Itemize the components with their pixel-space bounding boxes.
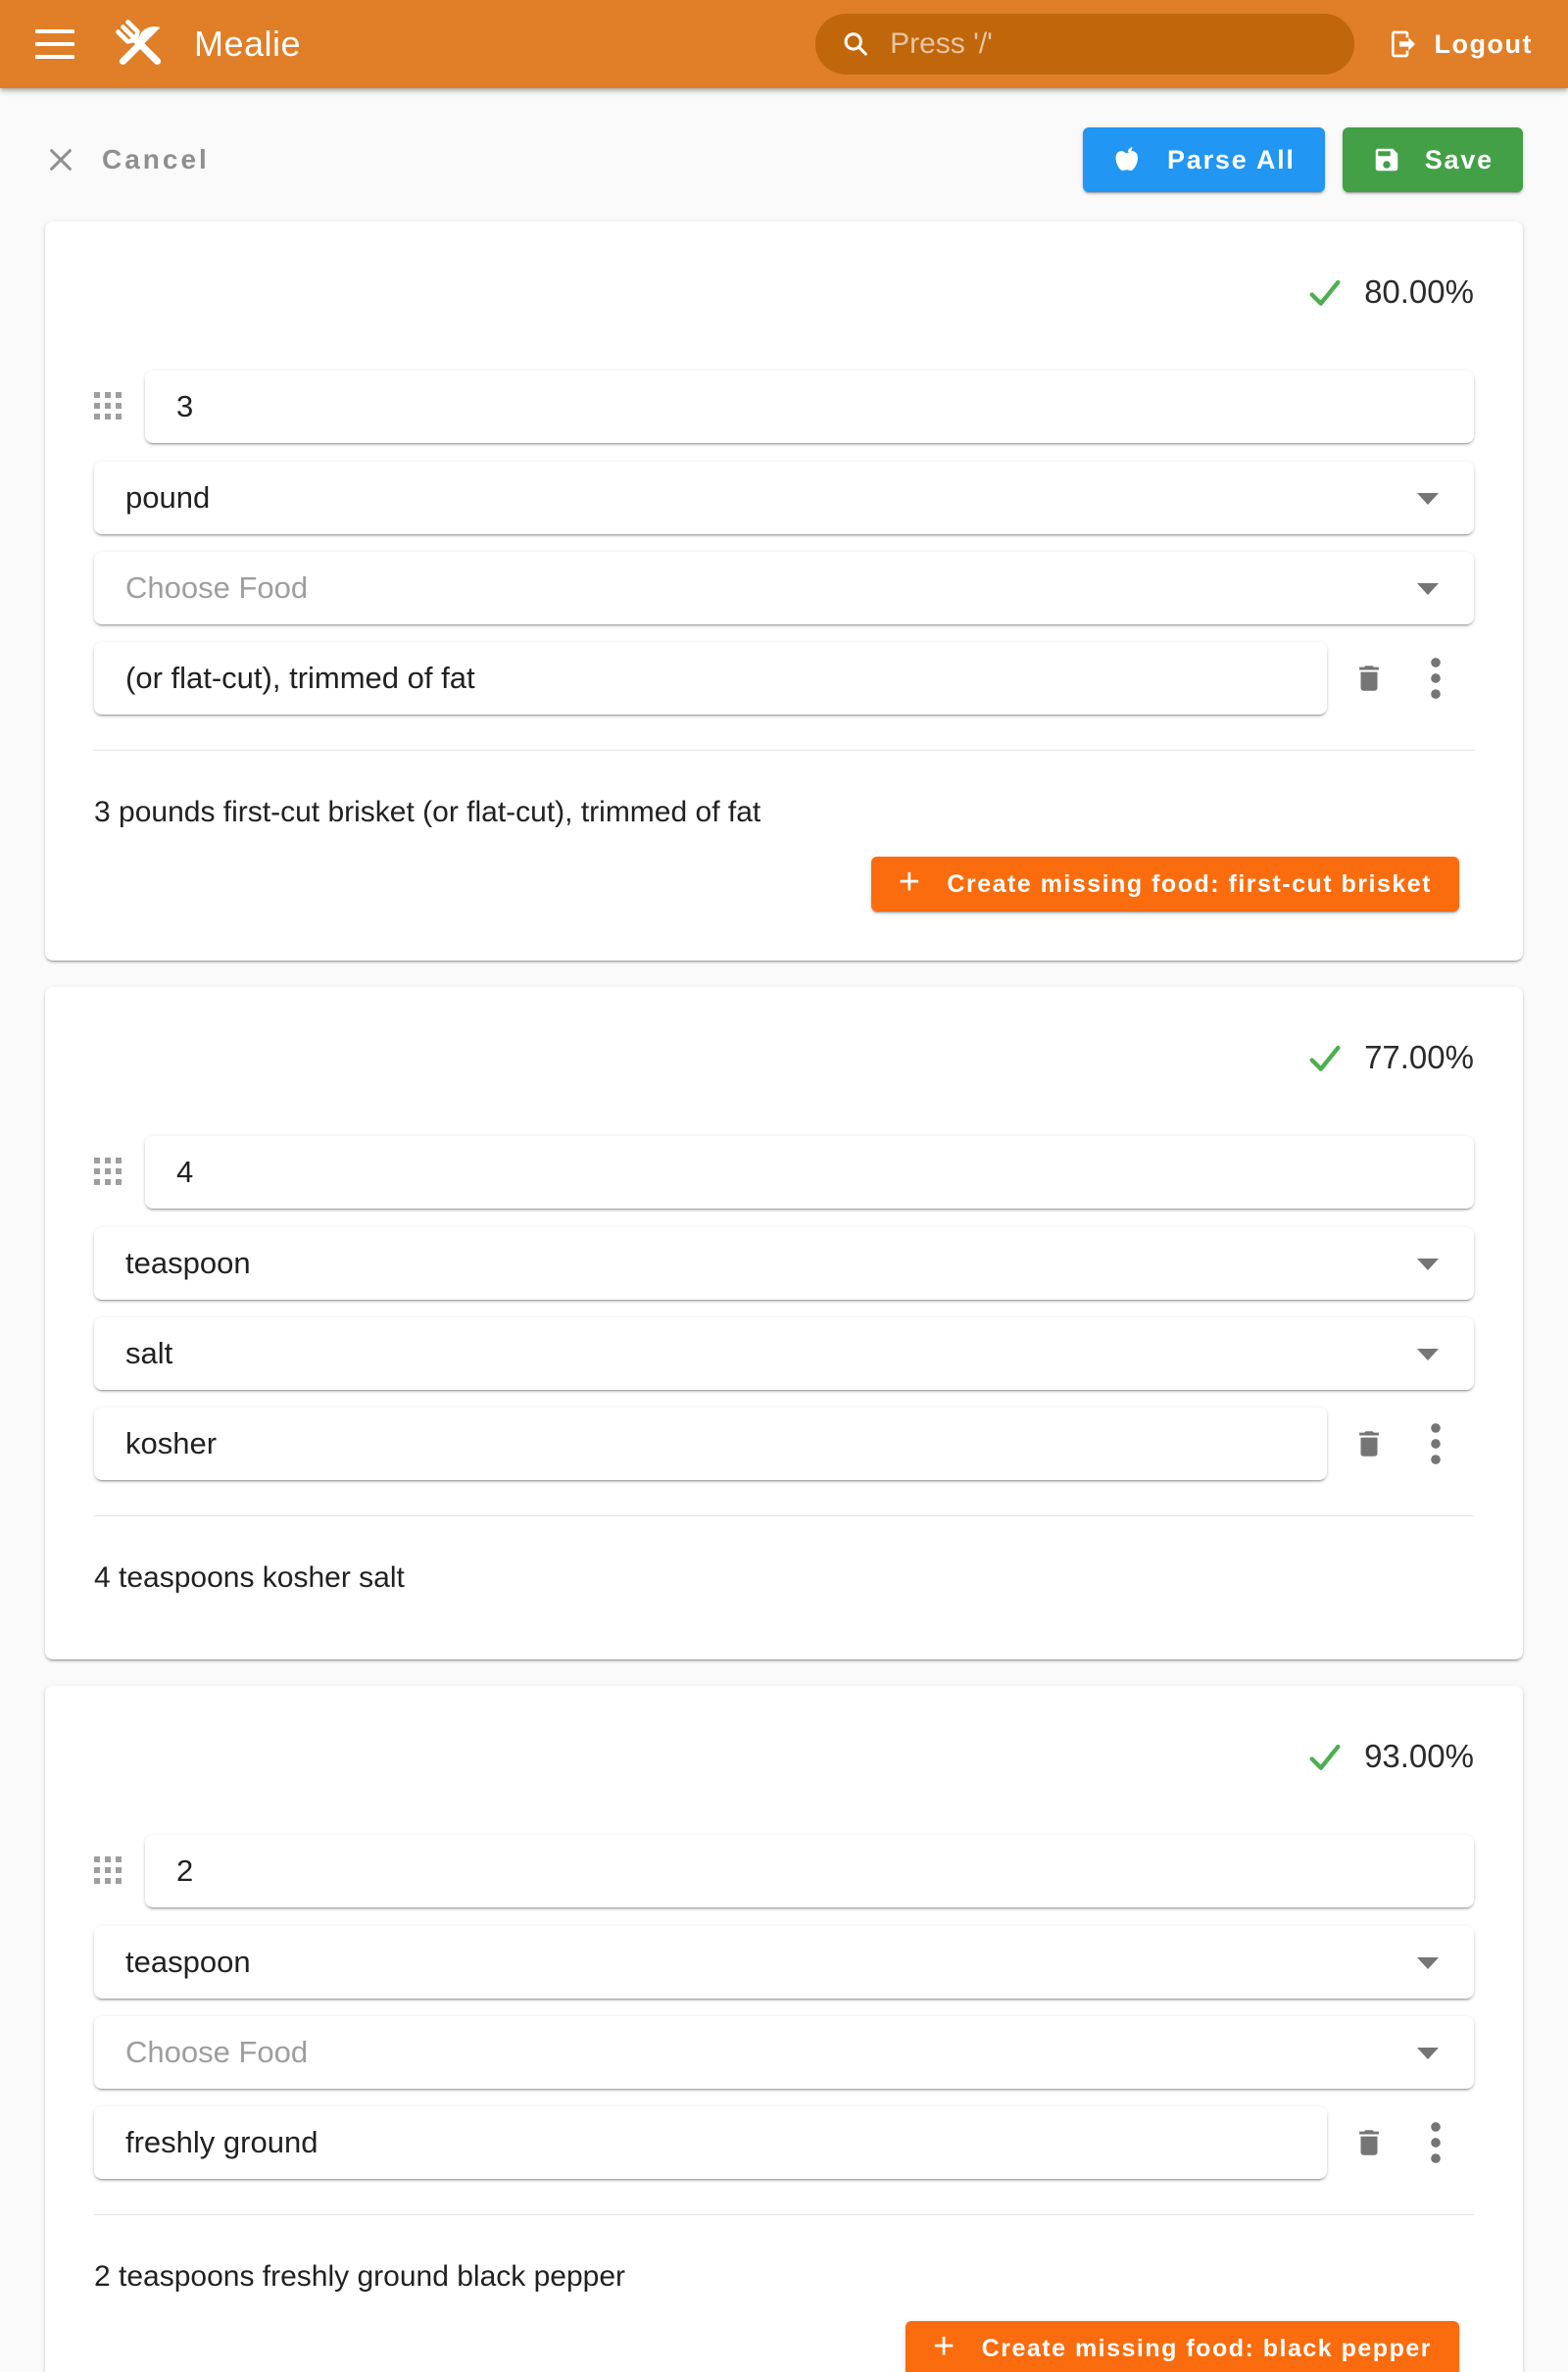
food-select-value: Choose Food [125,2035,309,2069]
trash-icon [1352,1427,1386,1460]
trash-icon [1352,2126,1386,2159]
parse-all-button[interactable] [1083,127,1325,192]
quantity-input[interactable] [145,1136,1474,1209]
note-input[interactable] [94,1408,1327,1480]
note-input[interactable] [94,642,1327,715]
unit-select-value: teaspoon [125,1945,251,1979]
food-select-value: salt [125,1336,173,1370]
quantity-input[interactable] [145,1835,1474,1907]
original-ingredient-text: 3 pounds first-cut brisket (or flat-cut), trimmed of fat [94,796,761,828]
crossed-fork-knife-icon [108,12,172,76]
plus-icon: + [932,2326,956,2367]
confidence-row [94,1038,1474,1077]
create-missing-food-label: Create missing food: first-cut brisket [947,869,1432,898]
quantity-row [94,1136,1474,1209]
card-divider [94,2214,1474,2215]
logout-button[interactable] [1388,28,1533,60]
ingredient-card [45,987,1523,1659]
cancel-button[interactable] [45,144,210,175]
search-input[interactable] [890,27,1328,61]
more-options-button[interactable] [1429,1421,1443,1466]
note-row [94,1408,1474,1480]
checkmark-icon [1305,1038,1345,1077]
drag-handle-icon[interactable] [94,392,123,421]
delete-ingredient-button[interactable] [1352,2126,1386,2159]
parse-all-label: Parse All [1166,144,1296,174]
drag-handle-icon[interactable] [94,1158,123,1187]
chevron-down-icon [1417,493,1439,505]
drag-handle-icon[interactable] [94,1856,123,1886]
create-missing-food-label: Create missing food: black pepper [981,2334,1432,2362]
create-missing-food-button[interactable] [906,2321,1459,2372]
app-title: Mealie [194,24,302,64]
note-field [94,1408,1327,1480]
search-bar[interactable] [815,14,1354,74]
create-missing-food-row [94,857,1474,912]
chevron-down-icon [1417,1259,1439,1270]
chevron-down-icon [1417,1349,1439,1360]
ingredient-card-list [0,192,1568,2372]
original-ingredient-text: 2 teaspoons freshly ground black pepper [94,2260,626,2293]
chevron-down-icon [1417,1957,1439,1969]
save-label: Save [1424,144,1494,174]
editor-toolbar [0,88,1568,192]
confidence-value: 80.00% [1364,273,1474,310]
confidence-value: 77.00% [1364,1039,1474,1075]
create-missing-food-row [94,2321,1474,2372]
food-select[interactable] [94,2016,1474,2089]
confidence-row [94,1737,1474,1776]
quantity-field [145,371,1474,443]
food-select-value: Choose Food [125,570,309,605]
kebab-menu-icon [1429,656,1443,701]
create-missing-food-button[interactable] [871,857,1459,912]
more-options-button[interactable] [1429,656,1443,701]
note-field [94,2106,1327,2179]
ingredient-card [45,1686,1523,2372]
plus-icon: + [898,862,922,903]
app-header [0,0,1568,88]
original-ingredient-text: 4 teaspoons kosher salt [94,1561,405,1594]
delete-ingredient-button[interactable] [1352,662,1386,695]
ingredient-card [45,222,1523,961]
note-input[interactable] [94,2106,1327,2179]
kebab-menu-icon [1429,1421,1443,1466]
logout-label: Logout [1434,28,1533,59]
note-row [94,2106,1474,2179]
unit-select[interactable] [94,462,1474,534]
checkmark-icon [1305,1737,1345,1776]
quantity-field [145,1835,1474,1907]
save-button[interactable] [1343,127,1523,192]
delete-ingredient-button[interactable] [1352,1427,1386,1460]
card-divider [94,1515,1474,1516]
confidence-value: 93.00% [1364,1738,1474,1774]
note-field [94,642,1327,715]
floppy-disk-icon [1372,145,1401,174]
food-select[interactable] [94,552,1474,624]
trash-icon [1352,662,1386,695]
quantity-row [94,371,1474,443]
checkmark-icon [1305,272,1345,312]
logout-icon [1388,28,1419,60]
cancel-label: Cancel [102,144,210,174]
unit-select-value: pound [125,480,211,515]
quantity-input[interactable] [145,371,1474,443]
search-icon [841,27,871,61]
menu-icon[interactable] [35,29,74,59]
card-divider [94,750,1474,751]
note-row [94,642,1474,715]
unit-select[interactable] [94,1926,1474,1999]
more-options-button[interactable] [1429,2120,1443,2165]
unit-select[interactable] [94,1227,1474,1300]
confidence-row [94,272,1474,312]
close-icon [45,144,76,175]
chevron-down-icon [1417,583,1439,595]
apple-icon [1112,144,1144,175]
quantity-row [94,1835,1474,1907]
food-select[interactable] [94,1317,1474,1390]
chevron-down-icon [1417,2048,1439,2059]
quantity-field [145,1136,1474,1209]
unit-select-value: teaspoon [125,1246,251,1280]
kebab-menu-icon [1429,2120,1443,2165]
